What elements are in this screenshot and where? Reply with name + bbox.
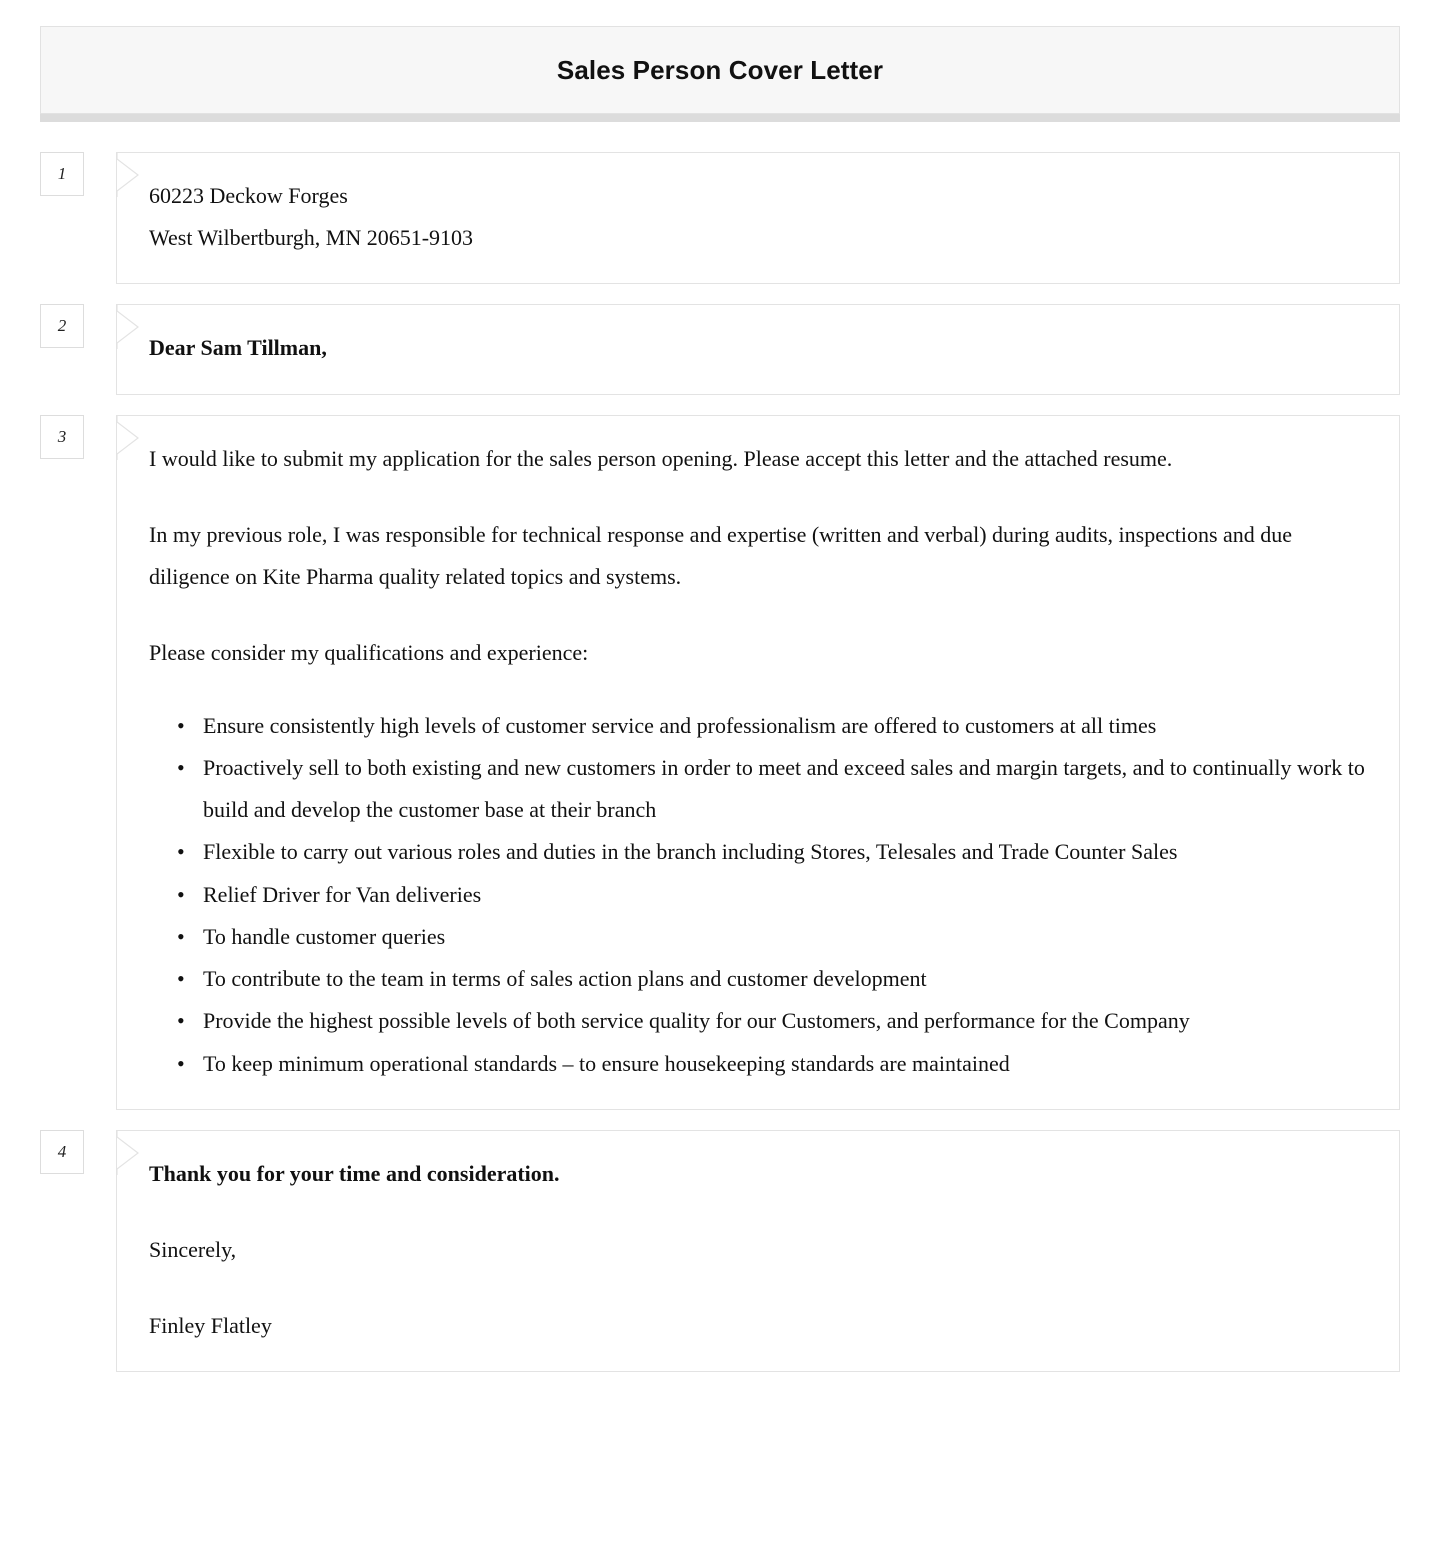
spacer [149, 1195, 1371, 1229]
letter-body-text [149, 438, 1371, 1085]
block-number-badge-1: 1 [40, 152, 84, 196]
spacer [149, 1271, 1371, 1305]
document-header [40, 26, 1400, 122]
body-paragraph-3: Please consider my qualifications and experience: [149, 640, 589, 666]
cover-letter-page [0, 26, 1440, 1372]
list-item: • To contribute to the team in terms of sales action plans and customer development [201, 958, 1371, 1000]
letter-blocks [40, 152, 1400, 1372]
qualifications-list [149, 705, 1371, 1085]
body-paragraph-2: In my previous role, I was responsible for technical response and expertise (written and verbal) during audits, inspections and due diligence on Kite Pharma quality related topics and systems. [149, 521, 1293, 590]
panel-notch-icon [116, 416, 140, 460]
closing-text [149, 1153, 1371, 1348]
list-item: • Provide the highest possible levels of both service quality for our Customers, and performance for the Company [201, 1000, 1371, 1042]
block-number-badge-4: 4 [40, 1130, 84, 1174]
sender-address-panel[interactable] [116, 152, 1400, 284]
panel-notch-icon [116, 305, 140, 349]
address-line-1: 60223 Deckow Forges [149, 183, 348, 208]
document-header-inner [40, 26, 1400, 114]
block-sender-address [40, 152, 1400, 284]
letter-body-panel[interactable] [116, 415, 1400, 1110]
thank-you-line: Thank you for your time and consideration. [149, 1160, 560, 1186]
closing-panel[interactable] [116, 1130, 1400, 1373]
address-line-2: West Wilbertburgh, MN 20651-9103 [149, 225, 474, 251]
sincerely-line: Sincerely, [149, 1236, 237, 1262]
list-item: • Relief Driver for Van deliveries [201, 874, 1371, 916]
panel-notch-icon [116, 1131, 140, 1175]
list-item: • Proactively sell to both existing and new customers in order to meet and exceed sales and margin targets, and to continually work to build and develop the customer base at their branch [201, 747, 1371, 831]
page-title: Sales Person Cover Letter [556, 54, 884, 85]
block-closing [40, 1130, 1400, 1373]
body-paragraph-1: I would like to submit my application for the sales person opening. Please accept this letter and the attached resume. [149, 445, 1173, 471]
list-item: • Flexible to carry out various roles and duties in the branch including Stores, Telesales and Trade Counter Sales [201, 831, 1371, 873]
list-item: • To handle customer queries [201, 916, 1371, 958]
salutation-panel[interactable] [116, 304, 1400, 394]
list-item: • Ensure consistently high levels of customer service and professionalism are offered to customers at all times [201, 705, 1371, 747]
block-letter-body [40, 415, 1400, 1110]
block-number-badge-3: 3 [40, 415, 84, 459]
salutation-text: Dear Sam Tillman, [149, 335, 327, 361]
block-number-badge-2: 2 [40, 304, 84, 348]
panel-notch-icon [116, 153, 140, 197]
list-item: • To keep minimum operational standards – to ensure housekeeping standards are maintained [201, 1043, 1371, 1085]
signature-line: Finley Flatley [149, 1313, 272, 1339]
sender-address-text [149, 175, 1371, 259]
block-salutation [40, 304, 1400, 394]
